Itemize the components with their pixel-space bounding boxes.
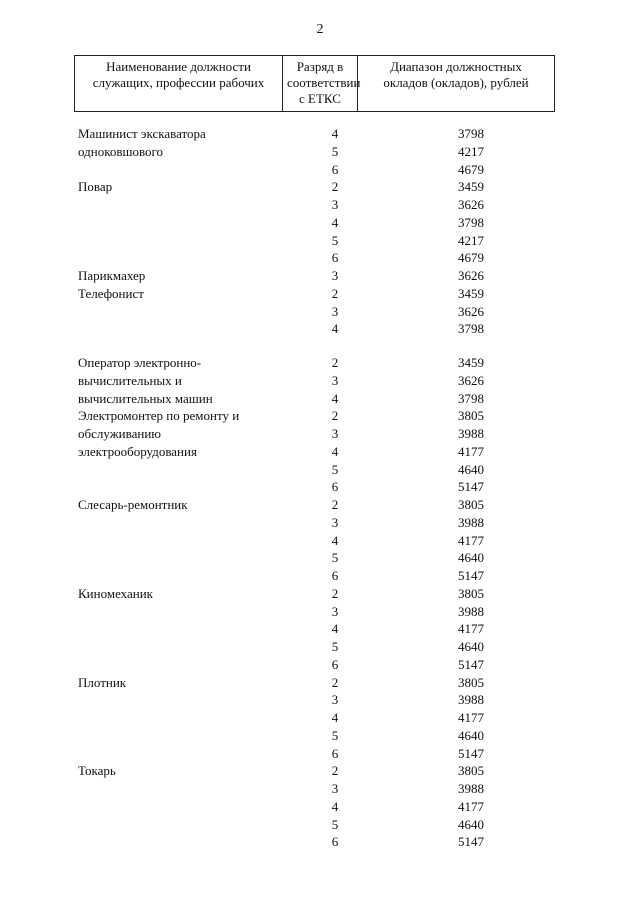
table-row	[0, 816, 640, 834]
position-name: Телефонист	[78, 285, 144, 301]
table-row	[0, 638, 640, 656]
salary-value: 4177	[458, 621, 484, 637]
grade-value: 6	[331, 479, 339, 495]
salary-value: 3988	[458, 692, 484, 708]
grade-value: 2	[331, 763, 339, 779]
salary-value: 3626	[458, 303, 484, 319]
grade-value: 4	[331, 214, 339, 230]
salary-value: 5147	[458, 479, 484, 495]
salary-value: 5147	[458, 568, 484, 583]
table-row	[0, 125, 640, 143]
grade-value: 4	[331, 532, 339, 548]
salary-value: 4217	[458, 143, 484, 159]
salary-value: 3988	[458, 426, 484, 441]
grade-value: 5	[331, 727, 339, 743]
position-name: обслуживанию	[78, 426, 162, 441]
salary-value: 4679	[458, 250, 484, 266]
salary-value: 3626	[458, 197, 484, 212]
header-col2-line3: с ЕТКС	[299, 91, 341, 106]
table-body	[0, 125, 640, 851]
table-row	[0, 833, 640, 851]
header-col3-line1: Диапазон должностных	[390, 59, 522, 74]
grade-value: 4	[331, 621, 339, 637]
salary-value: 3459	[458, 355, 484, 370]
table-row	[0, 603, 640, 621]
grade-value: 4	[331, 798, 339, 814]
row-spacer	[0, 338, 640, 354]
header-col1-line2: служащих, профессии рабочих	[92, 75, 265, 90]
grade-value: 3	[331, 372, 339, 388]
salary-value: 4640	[458, 550, 484, 566]
table-row	[0, 567, 640, 585]
table-row	[0, 691, 640, 709]
grade-value: 6	[331, 834, 339, 850]
header-col2-line1: Разряд в	[296, 59, 344, 74]
table-row	[0, 762, 640, 780]
header-salary-range	[357, 56, 554, 111]
grade-value: 3	[331, 303, 339, 319]
table-row	[0, 249, 640, 267]
salary-value: 3798	[458, 321, 484, 337]
position-name: вычислительных машин	[78, 390, 213, 406]
table-row	[0, 354, 640, 372]
salary-value: 3626	[458, 372, 484, 388]
position-name: Плотник	[78, 674, 127, 690]
salary-value: 3805	[458, 585, 484, 601]
table-row	[0, 178, 640, 196]
page-number: 2	[316, 22, 324, 37]
table-row	[0, 780, 640, 798]
grade-value: 5	[331, 639, 339, 654]
grade-value: 6	[331, 745, 339, 761]
table-row	[0, 267, 640, 285]
salary-value: 5147	[458, 745, 484, 761]
grade-value: 4	[331, 443, 339, 459]
table-row	[0, 196, 640, 214]
position-name: Слесарь-ремонтник	[78, 497, 188, 512]
grade-value: 2	[331, 497, 339, 512]
grade-value: 6	[331, 568, 339, 583]
salary-value: 4679	[458, 161, 484, 177]
salary-value: 3798	[458, 126, 484, 141]
grade-value: 6	[331, 250, 339, 266]
salary-value: 3798	[458, 214, 484, 230]
position-name: Повар	[78, 179, 113, 195]
salary-value: 3459	[458, 285, 484, 301]
salary-value: 4177	[458, 710, 484, 725]
grade-value: 4	[331, 321, 339, 337]
grade-value: 6	[331, 161, 339, 177]
position-name: вычислительных и	[78, 372, 182, 388]
header-col2-line2: соответствии	[287, 75, 361, 90]
table-row	[0, 303, 640, 321]
grade-value: 5	[331, 461, 339, 477]
header-col1-line1: Наименование должности	[106, 59, 251, 74]
header-position-name	[75, 56, 282, 111]
position-name: одноковшового	[78, 143, 164, 159]
grade-value: 2	[331, 408, 339, 424]
header-grade	[282, 56, 361, 111]
table-row	[0, 443, 640, 461]
position-name: Машинист экскаватора	[78, 126, 206, 141]
salary-value: 3805	[458, 763, 484, 779]
position-name: Парикмахер	[78, 268, 146, 283]
grade-value: 4	[331, 126, 339, 141]
salary-value: 3988	[458, 514, 484, 530]
grade-value: 4	[331, 710, 339, 725]
grade-value: 2	[331, 355, 339, 370]
grade-value: 2	[331, 179, 339, 195]
table-row	[0, 620, 640, 638]
salary-value: 4640	[458, 816, 484, 832]
salary-value: 4217	[458, 232, 484, 248]
grade-value: 3	[331, 781, 339, 796]
position-name: Электромонтер по ремонту и	[78, 408, 240, 424]
salary-value: 5147	[458, 834, 484, 850]
position-name: Оператор электронно-	[78, 355, 202, 370]
table-row	[0, 461, 640, 479]
grade-value: 3	[331, 426, 339, 441]
grade-value: 3	[331, 268, 339, 283]
table-row	[0, 585, 640, 603]
table-row	[0, 232, 640, 250]
position-name: Токарь	[78, 763, 116, 779]
salary-value: 4640	[458, 727, 484, 743]
grade-value: 3	[331, 197, 339, 212]
table-row	[0, 407, 640, 425]
table-row	[0, 161, 640, 179]
salary-value: 4177	[458, 798, 484, 814]
table-row	[0, 709, 640, 727]
table-row	[0, 656, 640, 674]
salary-value: 3626	[458, 268, 484, 283]
grade-value: 5	[331, 550, 339, 566]
grade-value: 5	[331, 143, 339, 159]
grade-value: 4	[331, 390, 339, 406]
salary-value: 3988	[458, 781, 484, 796]
grade-value: 2	[331, 285, 339, 301]
table-row	[0, 425, 640, 443]
table-row	[0, 549, 640, 567]
table-row	[0, 745, 640, 763]
salary-value: 3805	[458, 674, 484, 690]
table-row	[0, 478, 640, 496]
salary-value: 4640	[458, 461, 484, 477]
table-row	[0, 798, 640, 816]
table-header	[74, 55, 555, 112]
grade-value: 5	[331, 232, 339, 248]
salary-value: 3988	[458, 603, 484, 619]
table-row	[0, 674, 640, 692]
table-row	[0, 214, 640, 232]
table-row	[0, 320, 640, 338]
grade-value: 2	[331, 674, 339, 690]
grade-value: 5	[331, 816, 339, 832]
salary-value: 3805	[458, 497, 484, 512]
salary-value: 4640	[458, 639, 484, 654]
table-row	[0, 496, 640, 514]
table-row	[0, 390, 640, 408]
table-row	[0, 372, 640, 390]
table-row	[0, 727, 640, 745]
table-row	[0, 143, 640, 161]
table-row	[0, 514, 640, 532]
grade-value: 3	[331, 603, 339, 619]
header-col3-line2: окладов (окладов), рублей	[383, 75, 529, 90]
salary-value: 3798	[458, 390, 484, 406]
grade-value: 6	[331, 656, 339, 672]
salary-value: 4177	[458, 532, 484, 548]
position-name: Киномеханик	[78, 585, 153, 601]
salary-value: 3459	[458, 179, 484, 195]
salary-value: 3805	[458, 408, 484, 424]
salary-value: 5147	[458, 656, 484, 672]
table-row	[0, 532, 640, 550]
grade-value: 2	[331, 585, 339, 601]
grade-value: 3	[331, 692, 339, 708]
salary-value: 4177	[458, 443, 484, 459]
position-name: электрооборудования	[78, 443, 197, 459]
table-row	[0, 285, 640, 303]
grade-value: 3	[331, 514, 339, 530]
